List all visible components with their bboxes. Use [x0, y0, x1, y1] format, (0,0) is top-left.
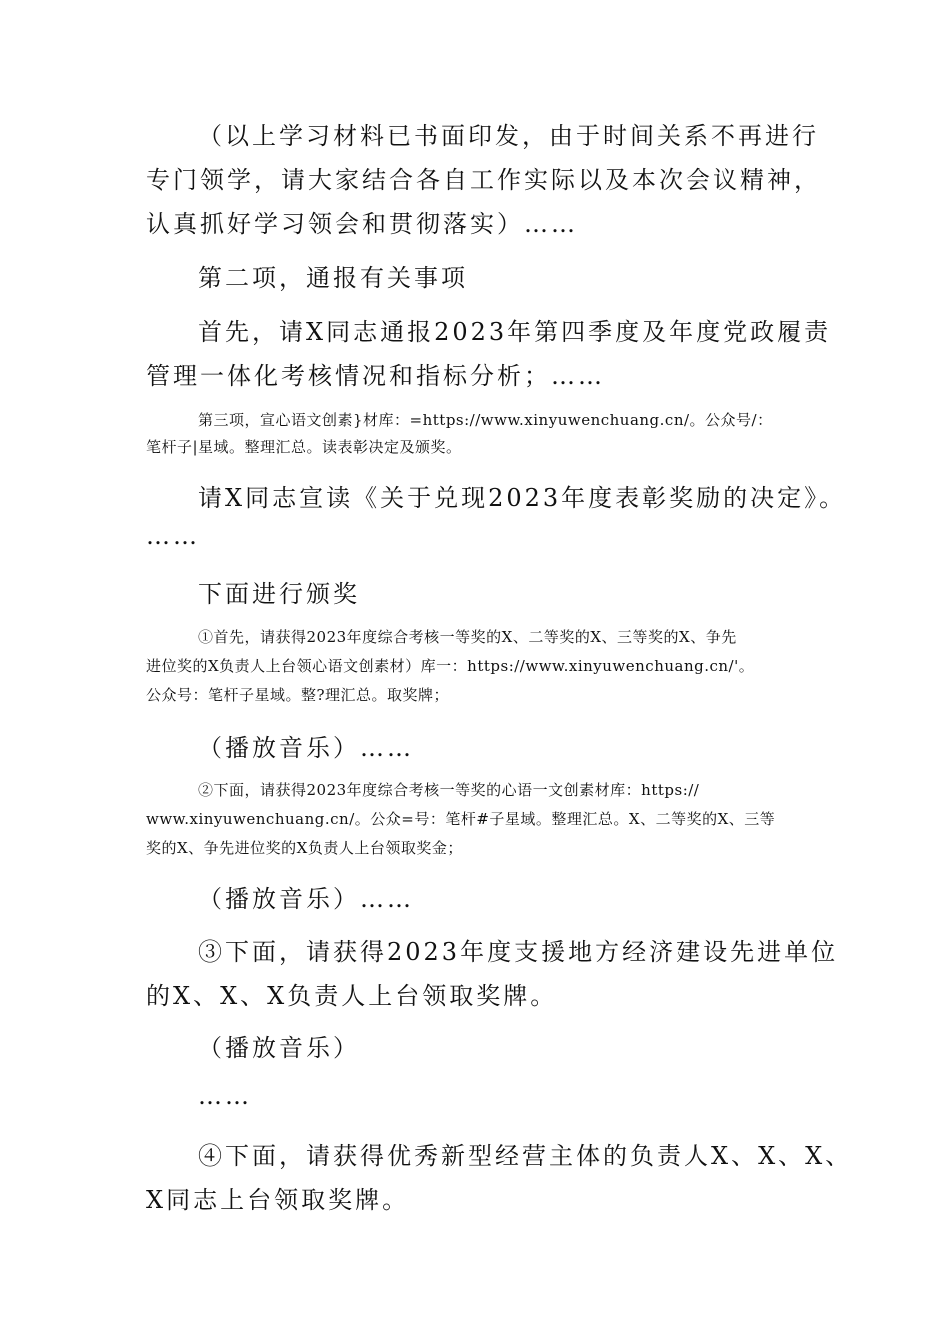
ellipsis-line: …… [198, 1082, 252, 1110]
award-1-line-3: 公众号：笔杆子星域。整?理汇总。取奖牌； [146, 686, 450, 704]
award-4-line-2: X同志上台领取奖牌。 [146, 1186, 410, 1214]
awards-heading: 下面进行颁奖 [198, 580, 360, 608]
award-2-line-2: www.xinyuwenchuang.cn/。公众=号：笔杆#子星域。整理汇总。X、二等奖的X、三等 [146, 810, 776, 828]
item-three-line-1: 第三项，宣心语文创素}材库：=https://www.xinyuwenchuang.cn/。公众号/： [198, 411, 773, 429]
award-1-line-1: ①首先，请获得2023年度综合考核一等奖的X、二等奖的X、三等奖的X、争先 [198, 628, 737, 646]
play-music-3: （播放音乐） [198, 1034, 360, 1062]
award-1-line-2: 进位奖的X负责人上台领心语文创素材）库一：https://www.xinyuwenchuang.cn/'。 [146, 657, 755, 675]
award-3-line-1: ③下面，请获得2023年度支援地方经济建设先进单位 [198, 938, 839, 966]
study-note-line-2: 专门领学，请大家结合各自工作实际以及本次会议精神， [146, 166, 821, 194]
item-two-heading: 第二项，通报有关事项 [198, 264, 468, 292]
decision-line-1: 请X同志宣读《关于兑现2023年度表彰奖励的决定》。 [198, 484, 847, 512]
report-line-1: 首先，请X同志通报2023年第四季度及年度党政履责 [198, 318, 832, 346]
play-music-2: （播放音乐）…… [198, 885, 414, 913]
study-note-line-1: （以上学习材料已书面印发，由于时间关系不再进行 [198, 122, 819, 150]
report-line-2: 管理一体化考核情况和指标分析；…… [146, 362, 605, 390]
award-2-line-3: 奖的X、争先进位奖的X负责人上台领取奖金； [146, 839, 463, 857]
study-note-line-3: 认真抓好学习领会和贯彻落实）…… [146, 210, 578, 238]
award-4-line-1: ④下面，请获得优秀新型经营主体的负责人X、X、X、 [198, 1142, 853, 1170]
decision-line-2: …… [146, 522, 200, 550]
item-three-line-2: 笔杆子|星域。整理汇总。读表彰决定及颁奖。 [146, 438, 462, 456]
play-music-1: （播放音乐）…… [198, 734, 414, 762]
award-3-line-2: 的X、X、X负责人上台领取奖牌。 [146, 982, 558, 1010]
award-2-line-1: ②下面，请获得2023年度综合考核一等奖的心语一文创素材库：https:// [198, 781, 700, 799]
